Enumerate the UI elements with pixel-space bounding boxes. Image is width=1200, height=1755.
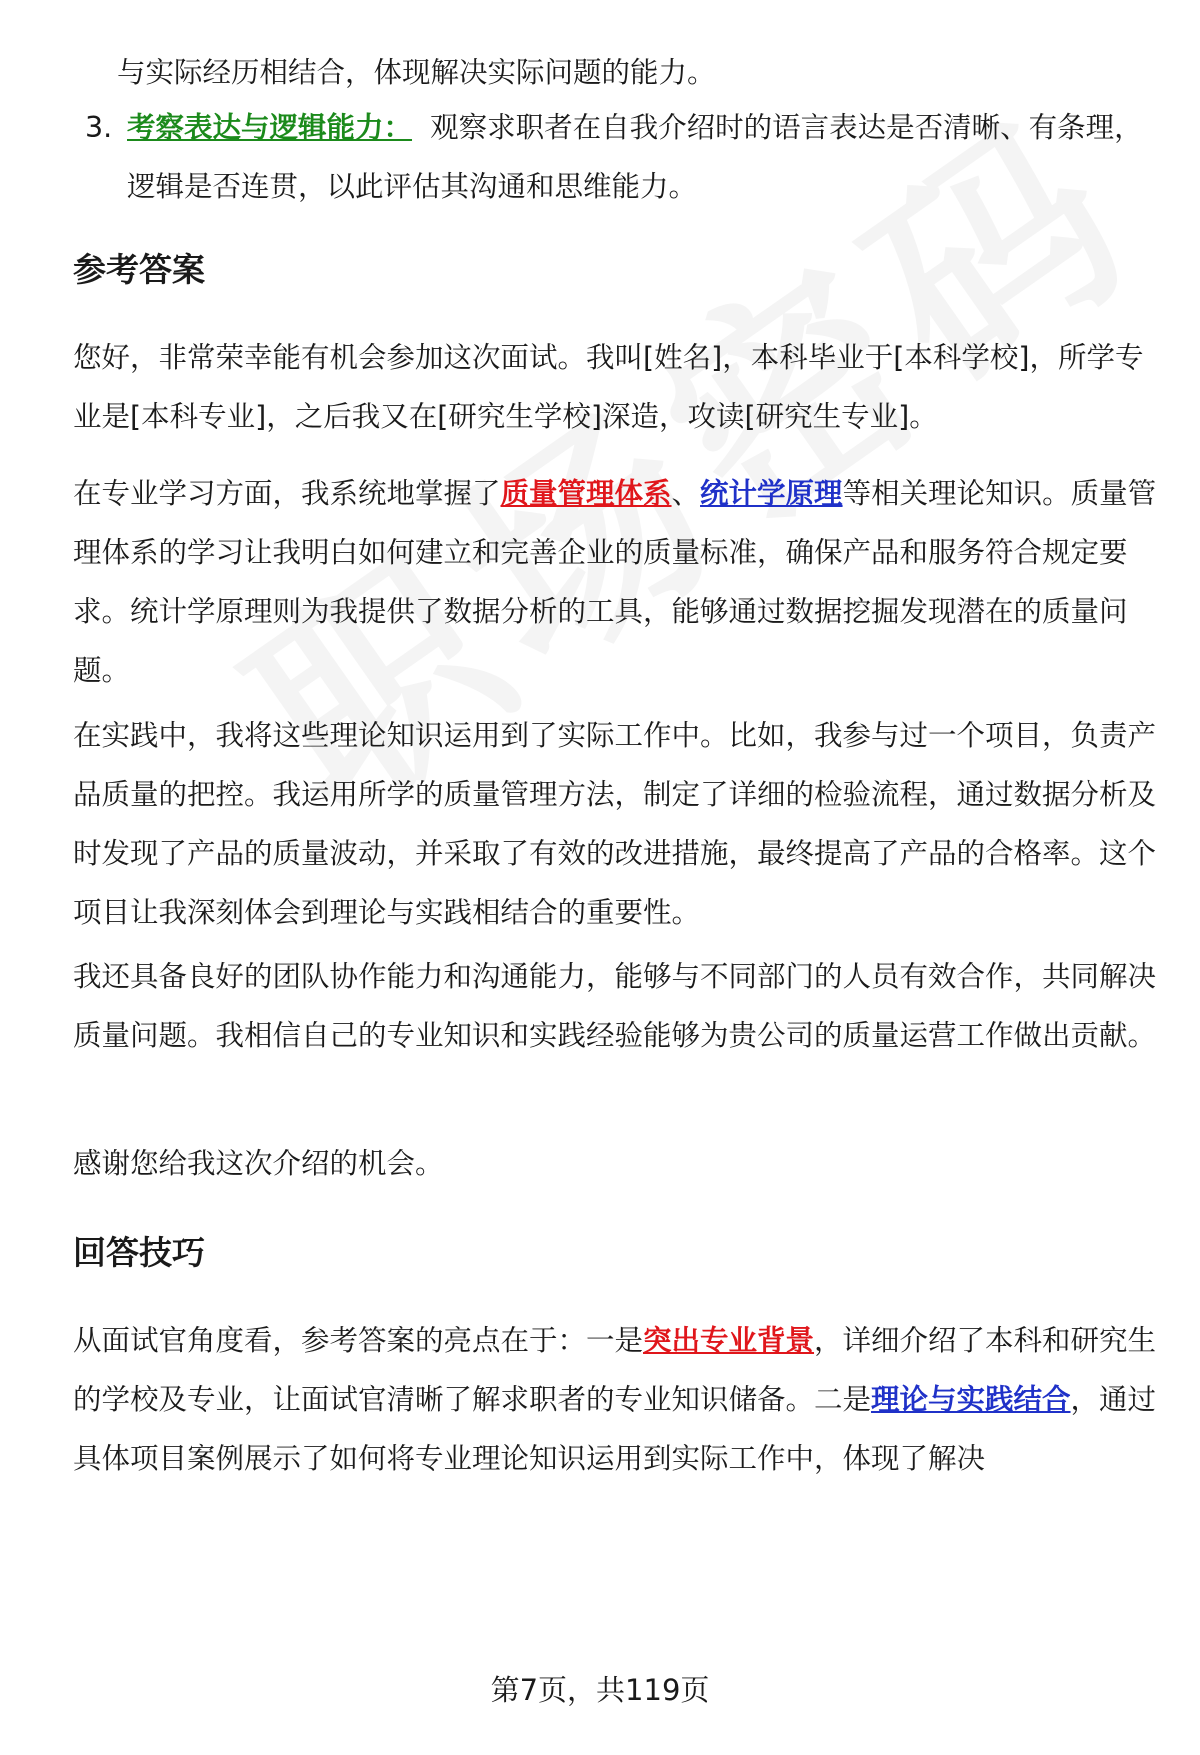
answer-p2-start: 在专业学习方面，我系统地掌握了 — [73, 477, 501, 510]
answer-paragraph-3: 在实践中，我将这些理论知识运用到了实际工作中。比如，我参与过一个项目，负责产品质量的把控。我运用所学的质量管理方法，制定了详细的检验流程，通过数据分析及时发现了产品的质量波动，并采取了有效的改进措施，最终提高了产品的合格率。这个项目让我深刻体会到理论与实践相结合的重要性。 — [73, 719, 1157, 929]
list-number: 3. — [85, 111, 113, 144]
tips-paragraph — [73, 1311, 1158, 1488]
section-heading-answer: 参考答案 — [73, 250, 205, 289]
tips-start: 从面试官角度看，参考答案的亮点在于：一是 — [73, 1324, 644, 1357]
section-heading-tips: 回答技巧 — [73, 1233, 205, 1272]
highlight-quality-system: 质量管理体系 — [500, 477, 672, 510]
list-item-text: 观察求职者在自我介绍时的语言表达是否清晰、有条理，逻辑是否连贯，以此评估其沟通和思维能力。 — [127, 111, 1143, 203]
highlight-theory-practice: 理论与实践结合 — [871, 1383, 1071, 1416]
answer-paragraph-2 — [73, 464, 1158, 700]
tips-middle: ，详细介绍了本科和研究生的学校及专业，让面试官清晰了解求职者的专业知识储备。二是 — [73, 1324, 1157, 1416]
highlight-professional-background: 突出专业背景 — [643, 1324, 815, 1357]
answer-p2-end: 等相关理论知识。质量管理体系的学习让我明白如何建立和完善企业的质量标准，确保产品和服务符合规定要求。统计学原理则为我提供了数据分析的工具，能够通过数据挖掘发现潜在的质量问题。 — [73, 477, 1157, 687]
answer-paragraph-1: 您好，非常荣幸能有机会参加这次面试。我叫[姓名]，本科毕业于[本科学校]，所学专业是[本科专业]，之后我又在[研究生学校]深造，攻读[研究生专业]。 — [73, 341, 1144, 433]
tips-end: ，通过具体项目案例展示了如何将专业理论知识运用到实际工作中，体现了解决 — [73, 1383, 1157, 1475]
answer-paragraph-5: 感谢您给我这次介绍的机会。 — [73, 1147, 444, 1180]
page-footer: 第7页，共119页 — [490, 1673, 710, 1707]
list-item-title: 考察表达与逻辑能力： — [127, 111, 413, 144]
answer-paragraph-4: 我还具备良好的团队协作能力和沟通能力，能够与不同部门的人员有效合作，共同解决质量问题。我相信自己的专业知识和实践经验能够为贵公司的质量运营工作做出贡献。 — [73, 960, 1157, 1052]
continued-line: 与实际经历相结合，体现解决实际问题的能力。 — [117, 56, 716, 89]
answer-p2-separator: 、 — [671, 477, 701, 510]
highlight-statistics: 统计学原理 — [700, 477, 843, 510]
list-item-body — [127, 98, 1157, 216]
